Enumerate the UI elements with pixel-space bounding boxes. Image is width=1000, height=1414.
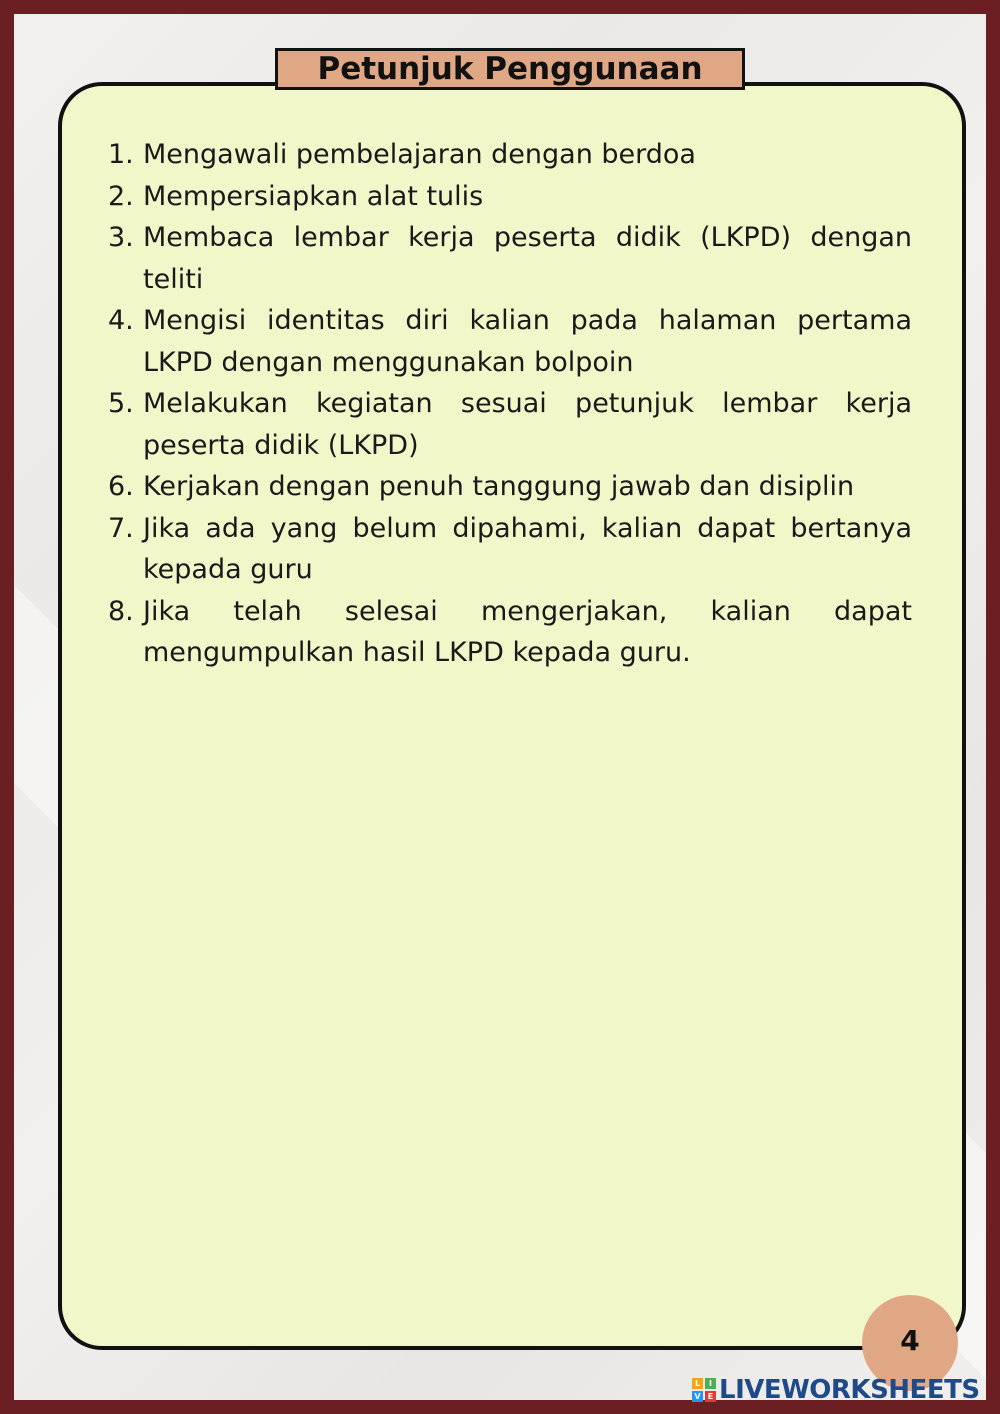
list-item	[108, 466, 912, 508]
item-number: 1.	[108, 139, 134, 170]
page-number-badge: 4	[862, 1295, 958, 1391]
item-number: 4.	[108, 305, 134, 336]
list-item	[108, 300, 912, 383]
list-item	[108, 134, 912, 176]
item-text: Kerjakan dengan penuh tanggung jawab dan disiplin	[143, 471, 855, 502]
item-text: Jika telah selesai mengerjakan, kalian dapat mengumpulkan hasil LKPD kepada guru.	[143, 595, 912, 668]
watermark-text: LIVEWORKSHEETS	[719, 1375, 980, 1405]
list-item	[108, 176, 912, 218]
liveworksheets-watermark	[692, 1374, 980, 1406]
list-item	[108, 591, 912, 674]
item-number: 3.	[108, 222, 134, 253]
item-number: 5.	[108, 388, 134, 419]
item-number: 7.	[108, 512, 134, 544]
item-text: Jika ada yang belum dipahami, kalian dapat bertanya kepada guru	[143, 512, 912, 585]
item-text: Melakukan kegiatan sesuai petunjuk lembar kerja peserta didik (LKPD)	[143, 388, 912, 461]
list-item	[108, 508, 912, 591]
list-item	[108, 383, 912, 466]
page-title: Petunjuk Penggunaan	[275, 48, 745, 90]
item-text: Mempersiapkan alat tulis	[143, 180, 484, 212]
item-number: 2.	[108, 180, 134, 212]
liveworksheets-logo-icon: L I V E	[692, 1378, 716, 1402]
instruction-list	[108, 134, 912, 674]
item-text: Mengawali pembelajaran dengan berdoa	[143, 139, 696, 170]
item-number: 8.	[108, 595, 134, 627]
item-text: Membaca lembar kerja peserta didik (LKPD) dengan teliti	[143, 222, 912, 295]
item-text: Mengisi identitas diri kalian pada halaman pertama LKPD dengan menggunakan bolpoin	[143, 305, 912, 378]
list-item	[108, 217, 912, 300]
item-number: 6.	[108, 471, 134, 502]
